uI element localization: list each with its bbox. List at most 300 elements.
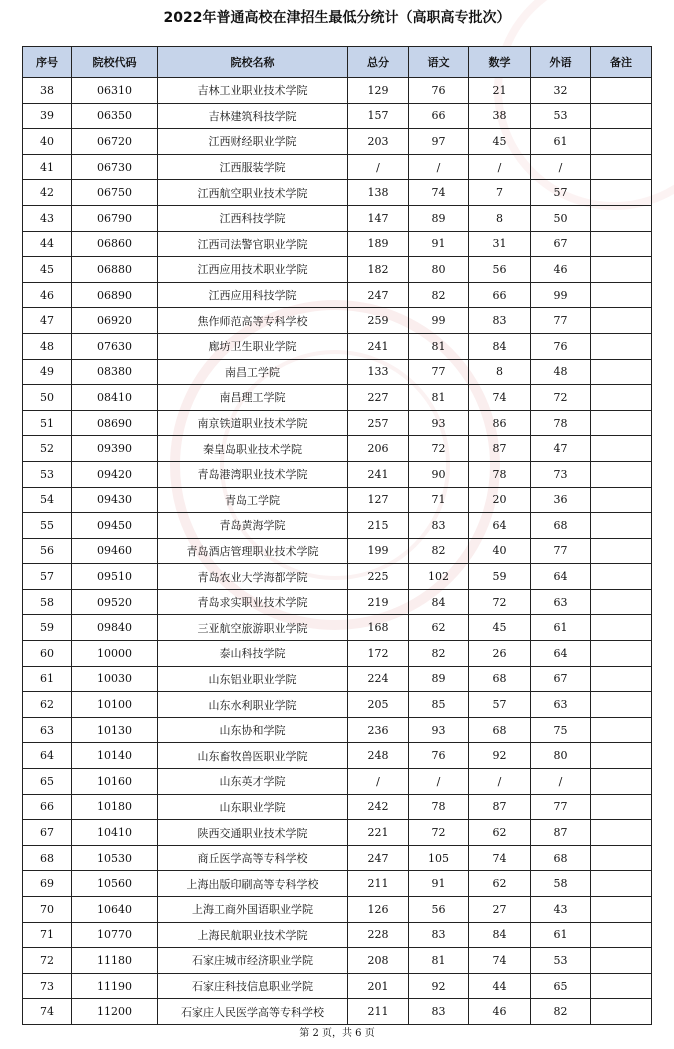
table-row bbox=[23, 78, 652, 104]
table-row bbox=[23, 436, 652, 462]
cell-code: 06890 bbox=[72, 282, 158, 308]
cell-math: / bbox=[469, 154, 531, 180]
cell-total: 227 bbox=[348, 385, 409, 411]
cell-math: 38 bbox=[469, 103, 531, 129]
cell-foreign-language: / bbox=[531, 769, 591, 795]
cell-remarks bbox=[591, 154, 652, 180]
cell-school-name: 江西应用科技学院 bbox=[158, 282, 348, 308]
cell-foreign-language: 73 bbox=[531, 461, 591, 487]
table-row bbox=[23, 845, 652, 871]
cell-total: 236 bbox=[348, 717, 409, 743]
cell-math: 86 bbox=[469, 410, 531, 436]
cell-chinese: 62 bbox=[409, 615, 469, 641]
cell-remarks bbox=[591, 205, 652, 231]
cell-remarks bbox=[591, 589, 652, 615]
cell-code: 10410 bbox=[72, 820, 158, 846]
score-table bbox=[22, 46, 652, 1025]
cell-remarks bbox=[591, 333, 652, 359]
cell-code: 09450 bbox=[72, 513, 158, 539]
cell-remarks bbox=[591, 948, 652, 974]
cell-school-name: 商丘医学高等专科学校 bbox=[158, 845, 348, 871]
cell-chinese: 89 bbox=[409, 205, 469, 231]
cell-chinese: 90 bbox=[409, 461, 469, 487]
cell-remarks bbox=[591, 999, 652, 1025]
table-header-row bbox=[23, 47, 652, 78]
cell-math: 66 bbox=[469, 282, 531, 308]
table-row bbox=[23, 973, 652, 999]
cell-math: 68 bbox=[469, 666, 531, 692]
cell-code: 10100 bbox=[72, 692, 158, 718]
cell-school-name: 江西司法警官职业学院 bbox=[158, 231, 348, 257]
cell-remarks bbox=[591, 794, 652, 820]
cell-school-name: 陕西交通职业技术学院 bbox=[158, 820, 348, 846]
cell-remarks bbox=[591, 769, 652, 795]
cell-chinese: 84 bbox=[409, 589, 469, 615]
cell-math: 45 bbox=[469, 615, 531, 641]
cell-remarks bbox=[591, 513, 652, 539]
cell-seq: 64 bbox=[23, 743, 72, 769]
cell-seq: 56 bbox=[23, 538, 72, 564]
cell-chinese: 102 bbox=[409, 564, 469, 590]
cell-code: 09840 bbox=[72, 615, 158, 641]
table-row bbox=[23, 666, 652, 692]
cell-school-name: 山东铝业职业学院 bbox=[158, 666, 348, 692]
cell-seq: 61 bbox=[23, 666, 72, 692]
cell-total: 201 bbox=[348, 973, 409, 999]
cell-total: 224 bbox=[348, 666, 409, 692]
cell-remarks bbox=[591, 666, 652, 692]
cell-foreign-language: 63 bbox=[531, 692, 591, 718]
cell-school-name: 焦作师范高等专科学校 bbox=[158, 308, 348, 334]
table-row bbox=[23, 205, 652, 231]
cell-remarks bbox=[591, 641, 652, 667]
cell-math: / bbox=[469, 769, 531, 795]
cell-code: 10140 bbox=[72, 743, 158, 769]
cell-total: 206 bbox=[348, 436, 409, 462]
cell-chinese: 93 bbox=[409, 717, 469, 743]
cell-seq: 71 bbox=[23, 922, 72, 948]
cell-total: 219 bbox=[348, 589, 409, 615]
table-row bbox=[23, 820, 652, 846]
cell-math: 45 bbox=[469, 129, 531, 155]
cell-seq: 50 bbox=[23, 385, 72, 411]
cell-math: 21 bbox=[469, 78, 531, 104]
table-row bbox=[23, 794, 652, 820]
cell-remarks bbox=[591, 692, 652, 718]
table-row bbox=[23, 538, 652, 564]
cell-foreign-language: 87 bbox=[531, 820, 591, 846]
cell-code: 06880 bbox=[72, 257, 158, 283]
cell-chinese: 77 bbox=[409, 359, 469, 385]
cell-school-name: 廊坊卫生职业学院 bbox=[158, 333, 348, 359]
cell-remarks bbox=[591, 922, 652, 948]
cell-foreign-language: 53 bbox=[531, 103, 591, 129]
cell-school-name: 青岛黄海学院 bbox=[158, 513, 348, 539]
cell-code: 06920 bbox=[72, 308, 158, 334]
cell-chinese: 99 bbox=[409, 308, 469, 334]
cell-chinese: 82 bbox=[409, 282, 469, 308]
cell-code: 09510 bbox=[72, 564, 158, 590]
cell-seq: 73 bbox=[23, 973, 72, 999]
cell-seq: 38 bbox=[23, 78, 72, 104]
cell-total: 215 bbox=[348, 513, 409, 539]
cell-math: 68 bbox=[469, 717, 531, 743]
cell-chinese: 72 bbox=[409, 436, 469, 462]
cell-code: 06310 bbox=[72, 78, 158, 104]
cell-total: 247 bbox=[348, 845, 409, 871]
cell-seq: 67 bbox=[23, 820, 72, 846]
cell-chinese: 91 bbox=[409, 231, 469, 257]
cell-total: 129 bbox=[348, 78, 409, 104]
cell-school-name: 南昌工学院 bbox=[158, 359, 348, 385]
header-seq: 序号 bbox=[23, 47, 72, 78]
cell-total: 203 bbox=[348, 129, 409, 155]
cell-code: 11190 bbox=[72, 973, 158, 999]
cell-foreign-language: 68 bbox=[531, 513, 591, 539]
cell-school-name: 山东英才学院 bbox=[158, 769, 348, 795]
cell-seq: 55 bbox=[23, 513, 72, 539]
cell-total: 157 bbox=[348, 103, 409, 129]
cell-school-name: 江西服装学院 bbox=[158, 154, 348, 180]
cell-total: 247 bbox=[348, 282, 409, 308]
cell-school-name: 泰山科技学院 bbox=[158, 641, 348, 667]
cell-remarks bbox=[591, 103, 652, 129]
cell-foreign-language: 77 bbox=[531, 794, 591, 820]
cell-seq: 39 bbox=[23, 103, 72, 129]
cell-total: 133 bbox=[348, 359, 409, 385]
cell-remarks bbox=[591, 743, 652, 769]
cell-math: 74 bbox=[469, 948, 531, 974]
cell-code: 09420 bbox=[72, 461, 158, 487]
cell-total: 127 bbox=[348, 487, 409, 513]
cell-total: / bbox=[348, 154, 409, 180]
cell-seq: 52 bbox=[23, 436, 72, 462]
cell-school-name: 上海出版印刷高等专科学校 bbox=[158, 871, 348, 897]
page-footer: 第 2 页，共 6 页 bbox=[299, 1028, 375, 1039]
cell-chinese: 56 bbox=[409, 897, 469, 923]
cell-total: 147 bbox=[348, 205, 409, 231]
table-row bbox=[23, 129, 652, 155]
table-row bbox=[23, 333, 652, 359]
cell-foreign-language: 46 bbox=[531, 257, 591, 283]
cell-math: 56 bbox=[469, 257, 531, 283]
cell-code: 10160 bbox=[72, 769, 158, 795]
cell-foreign-language: 61 bbox=[531, 129, 591, 155]
table-row bbox=[23, 282, 652, 308]
cell-math: 72 bbox=[469, 589, 531, 615]
table-row bbox=[23, 487, 652, 513]
cell-remarks bbox=[591, 385, 652, 411]
cell-school-name: 山东职业学院 bbox=[158, 794, 348, 820]
cell-seq: 54 bbox=[23, 487, 72, 513]
cell-remarks bbox=[591, 461, 652, 487]
cell-total: 211 bbox=[348, 871, 409, 897]
cell-code: 11180 bbox=[72, 948, 158, 974]
cell-total: 205 bbox=[348, 692, 409, 718]
cell-remarks bbox=[591, 257, 652, 283]
table-row bbox=[23, 359, 652, 385]
cell-total: 199 bbox=[348, 538, 409, 564]
cell-school-name: 青岛酒店管理职业技术学院 bbox=[158, 538, 348, 564]
cell-code: 09520 bbox=[72, 589, 158, 615]
cell-chinese: 91 bbox=[409, 871, 469, 897]
cell-code: 08410 bbox=[72, 385, 158, 411]
cell-seq: 66 bbox=[23, 794, 72, 820]
cell-school-name: 山东水利职业学院 bbox=[158, 692, 348, 718]
cell-school-name: 石家庄人民医学高等专科学校 bbox=[158, 999, 348, 1025]
cell-seq: 45 bbox=[23, 257, 72, 283]
cell-remarks bbox=[591, 308, 652, 334]
cell-math: 62 bbox=[469, 820, 531, 846]
table-row bbox=[23, 948, 652, 974]
cell-chinese: 71 bbox=[409, 487, 469, 513]
cell-seq: 65 bbox=[23, 769, 72, 795]
cell-code: 06750 bbox=[72, 180, 158, 206]
cell-code: 07630 bbox=[72, 333, 158, 359]
cell-code: 10130 bbox=[72, 717, 158, 743]
cell-seq: 40 bbox=[23, 129, 72, 155]
table-row bbox=[23, 513, 652, 539]
cell-total: 126 bbox=[348, 897, 409, 923]
table-row bbox=[23, 871, 652, 897]
cell-total: 257 bbox=[348, 410, 409, 436]
table-row bbox=[23, 743, 652, 769]
cell-foreign-language: 36 bbox=[531, 487, 591, 513]
cell-chinese: 93 bbox=[409, 410, 469, 436]
table-row bbox=[23, 641, 652, 667]
cell-seq: 62 bbox=[23, 692, 72, 718]
cell-foreign-language: 61 bbox=[531, 615, 591, 641]
cell-code: 08690 bbox=[72, 410, 158, 436]
cell-chinese: 83 bbox=[409, 999, 469, 1025]
cell-foreign-language: 43 bbox=[531, 897, 591, 923]
cell-foreign-language: 76 bbox=[531, 333, 591, 359]
cell-math: 92 bbox=[469, 743, 531, 769]
cell-remarks bbox=[591, 820, 652, 846]
cell-code: 10560 bbox=[72, 871, 158, 897]
cell-foreign-language: 67 bbox=[531, 666, 591, 692]
cell-remarks bbox=[591, 282, 652, 308]
cell-foreign-language: 57 bbox=[531, 180, 591, 206]
cell-total: 241 bbox=[348, 461, 409, 487]
cell-foreign-language: 58 bbox=[531, 871, 591, 897]
cell-chinese: 76 bbox=[409, 743, 469, 769]
cell-remarks bbox=[591, 564, 652, 590]
cell-school-name: 吉林建筑科技学院 bbox=[158, 103, 348, 129]
table-row bbox=[23, 717, 652, 743]
cell-seq: 47 bbox=[23, 308, 72, 334]
cell-math: 64 bbox=[469, 513, 531, 539]
cell-total: 138 bbox=[348, 180, 409, 206]
cell-math: 87 bbox=[469, 436, 531, 462]
cell-remarks bbox=[591, 359, 652, 385]
cell-seq: 42 bbox=[23, 180, 72, 206]
cell-foreign-language: 77 bbox=[531, 308, 591, 334]
cell-math: 62 bbox=[469, 871, 531, 897]
cell-chinese: 66 bbox=[409, 103, 469, 129]
cell-chinese: 81 bbox=[409, 948, 469, 974]
cell-seq: 59 bbox=[23, 615, 72, 641]
cell-math: 59 bbox=[469, 564, 531, 590]
table-row bbox=[23, 231, 652, 257]
table-row bbox=[23, 154, 652, 180]
cell-code: 09460 bbox=[72, 538, 158, 564]
cell-chinese: 83 bbox=[409, 922, 469, 948]
header-remarks: 备注 bbox=[591, 47, 652, 78]
cell-chinese: 72 bbox=[409, 820, 469, 846]
header-math: 数学 bbox=[469, 47, 531, 78]
cell-seq: 74 bbox=[23, 999, 72, 1025]
cell-code: 09390 bbox=[72, 436, 158, 462]
cell-remarks bbox=[591, 897, 652, 923]
cell-seq: 53 bbox=[23, 461, 72, 487]
cell-total: 225 bbox=[348, 564, 409, 590]
cell-seq: 51 bbox=[23, 410, 72, 436]
table-row bbox=[23, 461, 652, 487]
cell-remarks bbox=[591, 410, 652, 436]
cell-foreign-language: 80 bbox=[531, 743, 591, 769]
cell-math: 87 bbox=[469, 794, 531, 820]
cell-foreign-language: 61 bbox=[531, 922, 591, 948]
cell-school-name: 南昌理工学院 bbox=[158, 385, 348, 411]
cell-chinese: 85 bbox=[409, 692, 469, 718]
cell-chinese: / bbox=[409, 154, 469, 180]
cell-math: 84 bbox=[469, 922, 531, 948]
cell-seq: 49 bbox=[23, 359, 72, 385]
header-school-name: 院校名称 bbox=[158, 47, 348, 78]
cell-school-name: 江西航空职业技术学院 bbox=[158, 180, 348, 206]
cell-seq: 58 bbox=[23, 589, 72, 615]
cell-foreign-language: 47 bbox=[531, 436, 591, 462]
table-row bbox=[23, 999, 652, 1025]
cell-remarks bbox=[591, 180, 652, 206]
cell-total: 248 bbox=[348, 743, 409, 769]
cell-math: 46 bbox=[469, 999, 531, 1025]
cell-remarks bbox=[591, 845, 652, 871]
cell-code: 10640 bbox=[72, 897, 158, 923]
header-total: 总分 bbox=[348, 47, 409, 78]
cell-total: 208 bbox=[348, 948, 409, 974]
cell-school-name: 山东畜牧兽医职业学院 bbox=[158, 743, 348, 769]
table-row bbox=[23, 564, 652, 590]
header-foreign-language: 外语 bbox=[531, 47, 591, 78]
cell-seq: 57 bbox=[23, 564, 72, 590]
cell-total: 259 bbox=[348, 308, 409, 334]
cell-total: 221 bbox=[348, 820, 409, 846]
cell-seq: 68 bbox=[23, 845, 72, 871]
cell-seq: 41 bbox=[23, 154, 72, 180]
cell-code: 09430 bbox=[72, 487, 158, 513]
cell-school-name: 江西财经职业学院 bbox=[158, 129, 348, 155]
table-body bbox=[23, 78, 652, 1025]
cell-remarks bbox=[591, 129, 652, 155]
cell-seq: 69 bbox=[23, 871, 72, 897]
cell-remarks bbox=[591, 717, 652, 743]
table-row bbox=[23, 589, 652, 615]
cell-school-name: 山东协和学院 bbox=[158, 717, 348, 743]
header-code: 院校代码 bbox=[72, 47, 158, 78]
cell-total: 182 bbox=[348, 257, 409, 283]
cell-total: 228 bbox=[348, 922, 409, 948]
cell-math: 7 bbox=[469, 180, 531, 206]
cell-foreign-language: 68 bbox=[531, 845, 591, 871]
cell-foreign-language: 63 bbox=[531, 589, 591, 615]
cell-seq: 48 bbox=[23, 333, 72, 359]
cell-seq: 63 bbox=[23, 717, 72, 743]
cell-foreign-language: 75 bbox=[531, 717, 591, 743]
cell-remarks bbox=[591, 78, 652, 104]
table-row bbox=[23, 308, 652, 334]
cell-school-name: 青岛求实职业技术学院 bbox=[158, 589, 348, 615]
cell-math: 8 bbox=[469, 205, 531, 231]
cell-chinese: 82 bbox=[409, 641, 469, 667]
cell-school-name: 南京铁道职业技术学院 bbox=[158, 410, 348, 436]
table-row bbox=[23, 922, 652, 948]
cell-math: 74 bbox=[469, 845, 531, 871]
cell-foreign-language: 99 bbox=[531, 282, 591, 308]
cell-foreign-language: 50 bbox=[531, 205, 591, 231]
cell-total: 241 bbox=[348, 333, 409, 359]
table-row bbox=[23, 257, 652, 283]
cell-code: 10030 bbox=[72, 666, 158, 692]
cell-chinese: 80 bbox=[409, 257, 469, 283]
cell-chinese: / bbox=[409, 769, 469, 795]
cell-code: 10530 bbox=[72, 845, 158, 871]
cell-foreign-language: 72 bbox=[531, 385, 591, 411]
cell-math: 27 bbox=[469, 897, 531, 923]
cell-math: 78 bbox=[469, 461, 531, 487]
cell-math: 40 bbox=[469, 538, 531, 564]
cell-chinese: 82 bbox=[409, 538, 469, 564]
cell-seq: 44 bbox=[23, 231, 72, 257]
cell-total: 189 bbox=[348, 231, 409, 257]
cell-chinese: 76 bbox=[409, 78, 469, 104]
cell-code: 10770 bbox=[72, 922, 158, 948]
cell-foreign-language: 65 bbox=[531, 973, 591, 999]
cell-foreign-language: 77 bbox=[531, 538, 591, 564]
cell-chinese: 81 bbox=[409, 385, 469, 411]
cell-school-name: 上海民航职业技术学院 bbox=[158, 922, 348, 948]
cell-total: 172 bbox=[348, 641, 409, 667]
table-row bbox=[23, 103, 652, 129]
cell-code: 06730 bbox=[72, 154, 158, 180]
cell-foreign-language: 32 bbox=[531, 78, 591, 104]
cell-foreign-language: 64 bbox=[531, 641, 591, 667]
table-row bbox=[23, 180, 652, 206]
cell-math: 8 bbox=[469, 359, 531, 385]
cell-code: 06860 bbox=[72, 231, 158, 257]
cell-foreign-language: 82 bbox=[531, 999, 591, 1025]
cell-chinese: 83 bbox=[409, 513, 469, 539]
cell-total: 242 bbox=[348, 794, 409, 820]
cell-math: 31 bbox=[469, 231, 531, 257]
cell-remarks bbox=[591, 436, 652, 462]
table-row bbox=[23, 897, 652, 923]
cell-math: 44 bbox=[469, 973, 531, 999]
cell-foreign-language: 64 bbox=[531, 564, 591, 590]
table-row bbox=[23, 410, 652, 436]
cell-school-name: 上海工商外国语职业学院 bbox=[158, 897, 348, 923]
cell-code: 11200 bbox=[72, 999, 158, 1025]
cell-seq: 46 bbox=[23, 282, 72, 308]
table-row bbox=[23, 385, 652, 411]
cell-remarks bbox=[591, 973, 652, 999]
cell-chinese: 89 bbox=[409, 666, 469, 692]
cell-remarks bbox=[591, 615, 652, 641]
cell-math: 26 bbox=[469, 641, 531, 667]
cell-code: 06790 bbox=[72, 205, 158, 231]
page-title: 2022年普通高校在津招生最低分统计（高职高专批次） bbox=[163, 10, 511, 26]
